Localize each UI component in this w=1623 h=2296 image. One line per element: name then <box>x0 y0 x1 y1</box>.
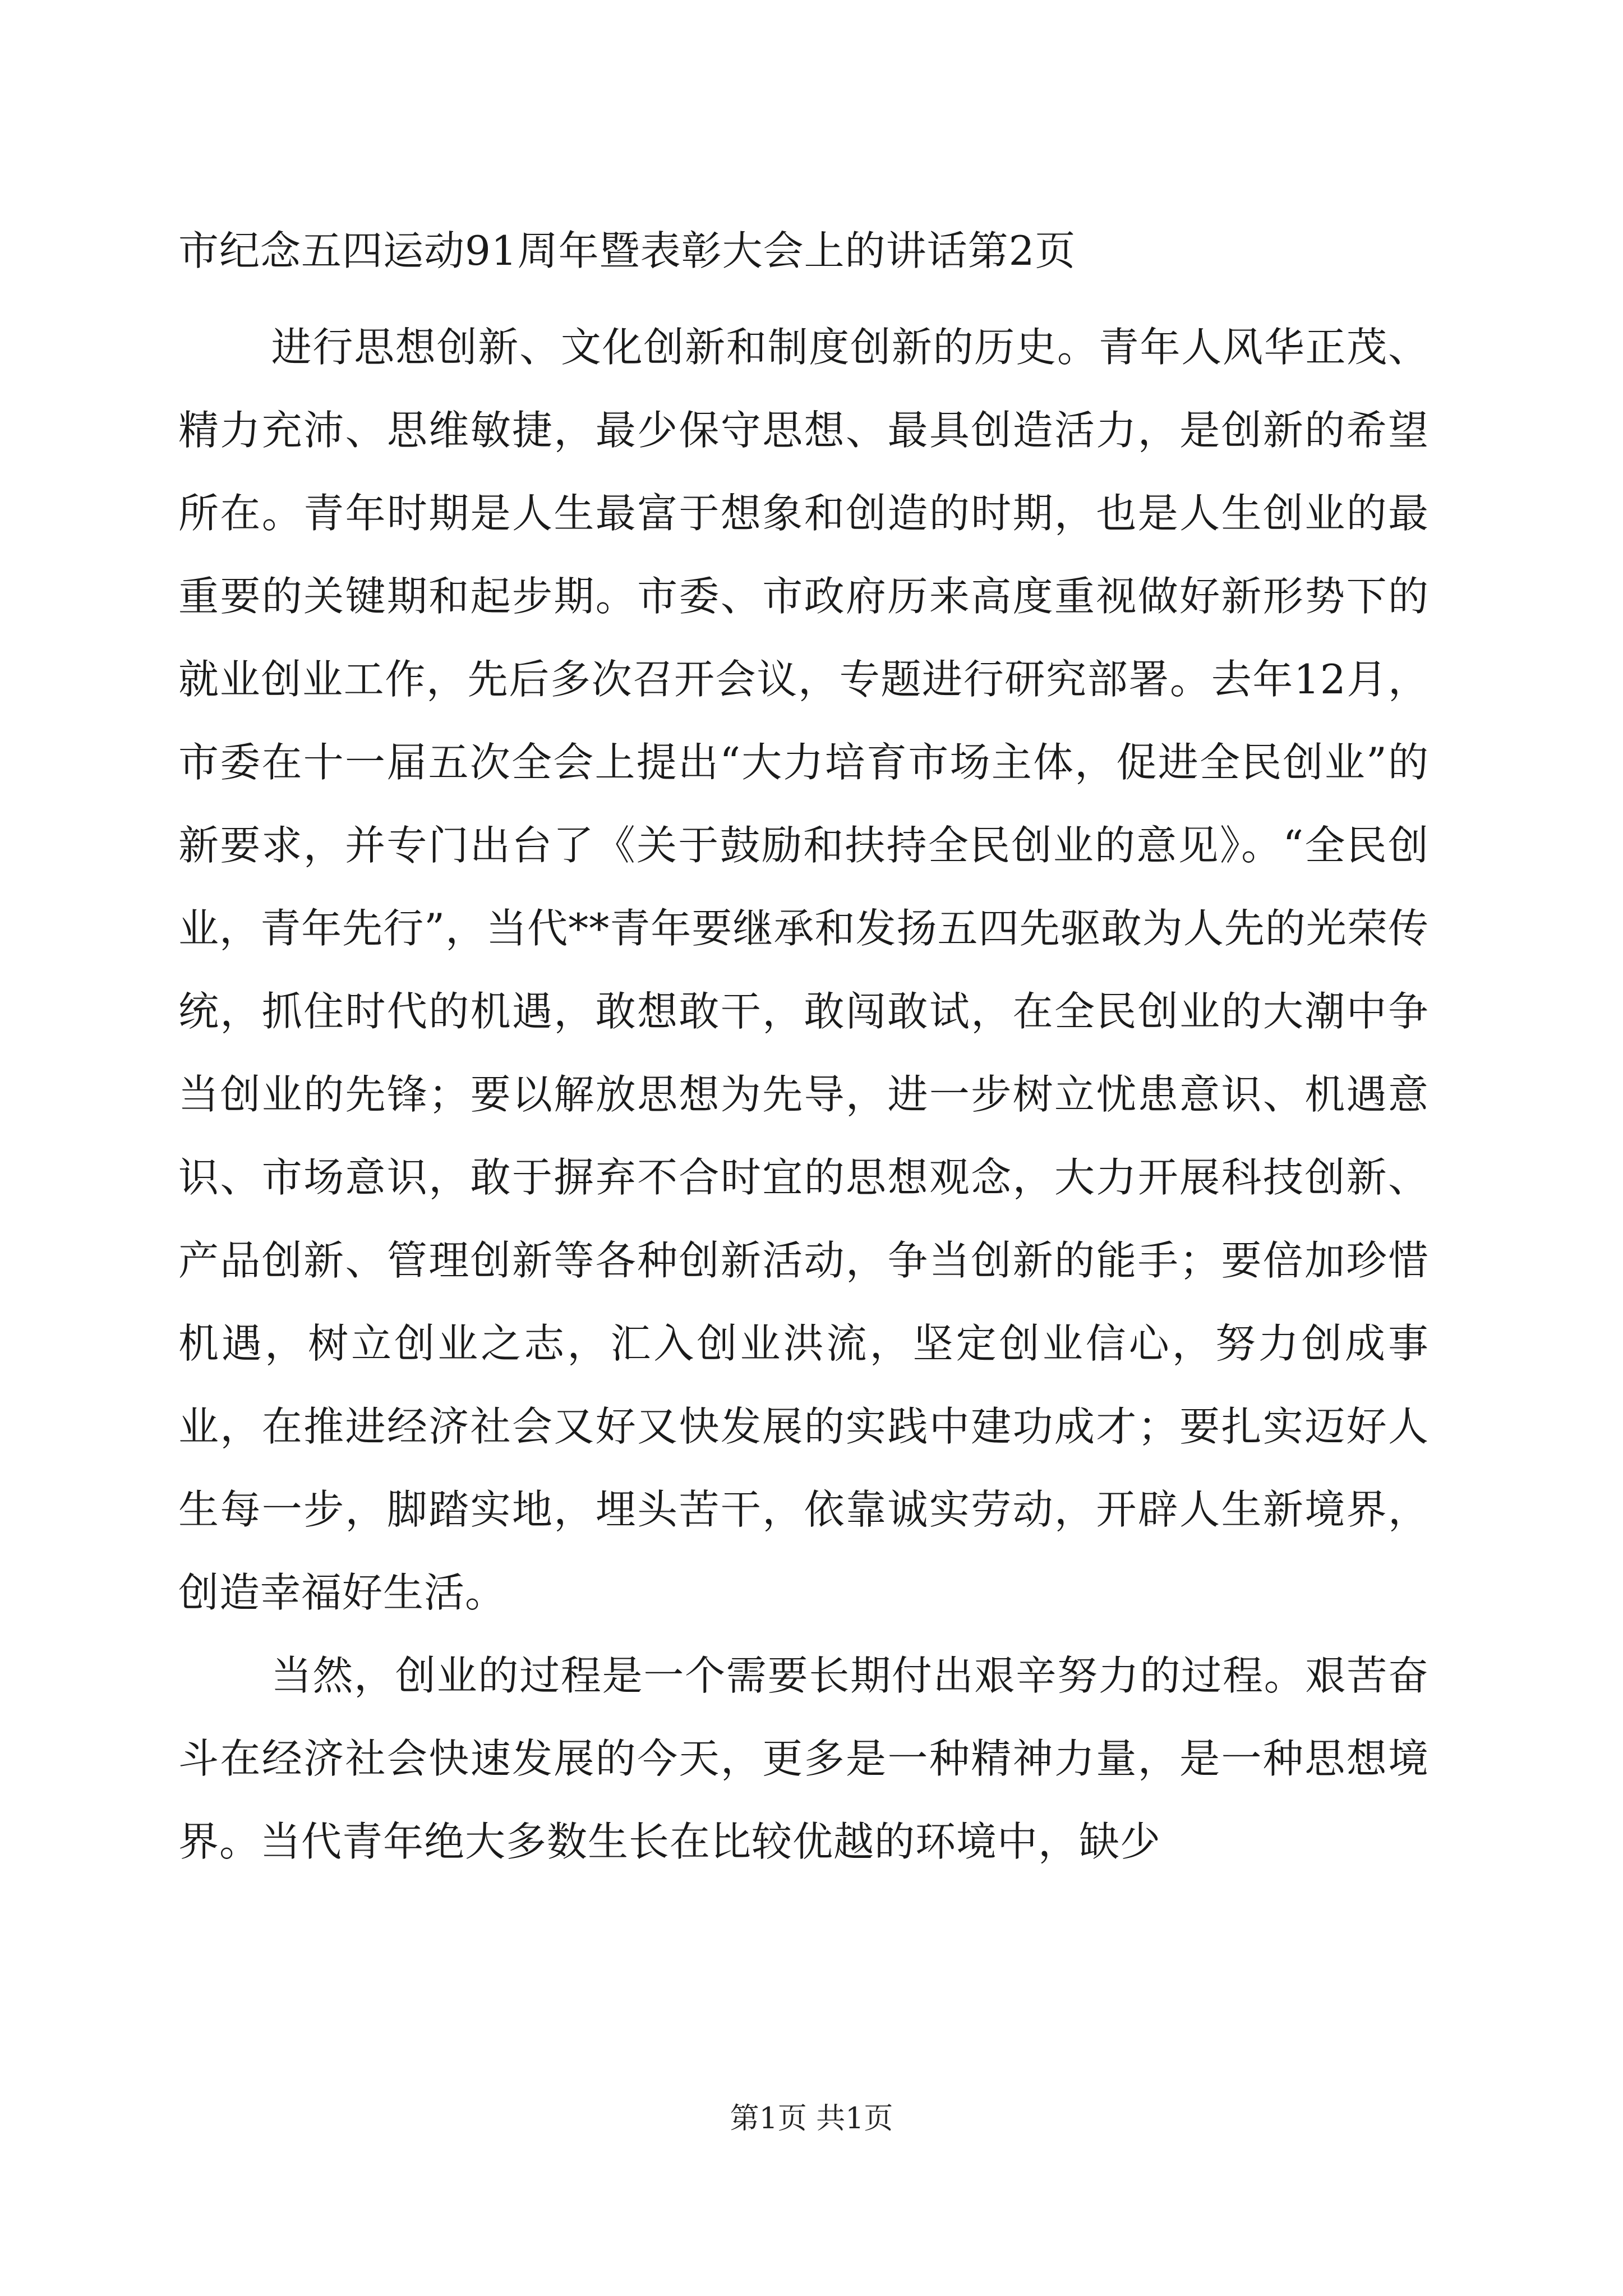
page-footer: 第1页 共1页 <box>730 2102 893 2136</box>
document-body <box>178 306 1429 1883</box>
paragraph-1: 进行思想创新、文化创新和制度创新的历史。青年人风华正茂、精力充沛、思维敏捷，最少保守思想、最具创造活力，是创新的希望所在。青年时期是人生最富于想象和创造的时期，也是人生创业的最重要的关键期和起步期。市委、市政府历来高度重视做好新形势下的就业创业工作，先后多次召开会议，专题进行研究部署。去年12月，市委在十一届五次全会上提出“大力培育市场主体，促进全民创业”的新要求，并专门出台了《关于鼓励和扶持全民创业的意见》。“全民创业，青年先行”，当代**青年要继承和发扬五四先驱敢为人先的光荣传统，抓住时代的机遇，敢想敢干，敢闯敢试，在全民创业的大潮中争当创业的先锋；要以解放思想为先导，进一步树立忧患意识、机遇意识、市场意识，敢于摒弃不合时宜的思想观念，大力开展科技创新、产品创新、管理创新等各种创新活动，争当创新的能手；要倍加珍惜机遇，树立创业之志，汇入创业洪流，坚定创业信心，努力创成事业，在推进经济社会又好又快发展的实践中建功成才；要扎实迈好人生每一步，脚踏实地，埋头苦干，依靠诚实劳动，开辟人生新境界，创造幸福好生活。 <box>178 324 1429 1616</box>
paragraph-2: 当然，创业的过程是一个需要长期付出艰辛努力的过程。艰苦奋斗在经济社会快速发展的今天，更多是一种精神力量，是一种思想境界。当代青年绝大多数生长在比较优越的环境中，缺少 <box>178 1652 1429 1865</box>
document-title: 市纪念五四运动91周年暨表彰大会上的讲话第2页 <box>178 227 1076 274</box>
